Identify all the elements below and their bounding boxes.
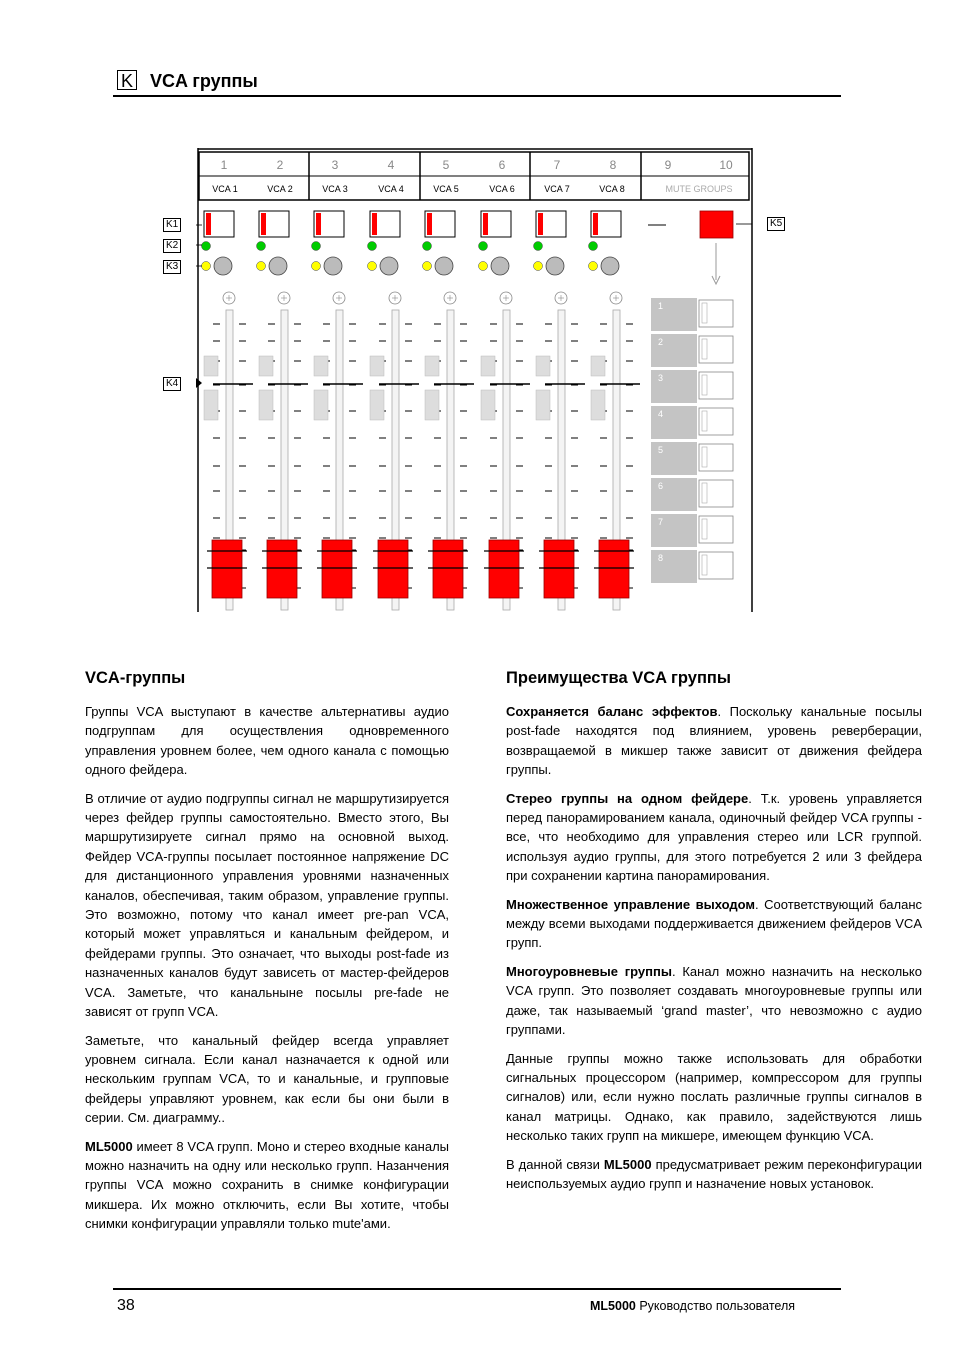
yellow-led-3 [312,262,321,271]
term-stereo-groups: Стерео группы на одном фейдере [506,790,749,806]
header-rule [113,95,841,97]
left-paragraph-1: Группы VCA выступают в качестве альтернативы аудио подгруппам для осуществления одновременного управления уровнем более, чем одного канала с помощью одного фейдера. [85,704,449,778]
right-paragraph-3 [506,895,922,953]
right-paragraph-6 [506,1155,922,1194]
callout-k1: K1 [163,218,181,232]
mute-groups-master-button [700,211,733,238]
solo-knob-5 [435,257,453,275]
page-number: 38 [117,1297,135,1314]
right-paragraph-2-text: . Т.к. уровень управляется перед панорамированием канала, одиночный фейдер VCA группы - все, что необходимо для управления стерео или LCR группой. используя аудио группы, для этого потребуется 2 или 3 фейдера при сохранении картина панорамирования. [506,790,923,884]
left-paragraph-4-text: имеет 8 VCA групп. Моно и стерео входные каналы можно назначить на одну или несколько групп. Назанчения группы VCA можно сохранить в снимке конфигурации микшера. Их можно отключить, если Вы хотите, чтобы снимки конфигурации управляли только mute'ами. [85,1138,449,1232]
meter-lower-7 [536,390,550,420]
mute-number-7: 7 [658,517,664,527]
footer-manual: Руководство пользователя [635,1299,796,1313]
mute-group-led-5 [702,447,707,467]
green-led-3 [312,242,321,251]
vca-label-4: VCA 4 [378,184,404,194]
right-paragraph-1 [506,702,922,780]
brand-name-2: ML5000 [603,1156,652,1172]
yellow-led-7 [534,262,543,271]
right-heading: Преимущества VCA группы [506,669,731,687]
mute-groups-label: MUTE GROUPS [665,184,733,194]
green-led-2 [257,242,266,251]
vca-label-1: VCA 1 [212,184,238,194]
group-number-5: 5 [442,158,450,172]
meter-upper-1 [204,356,218,376]
green-led-1 [202,242,211,251]
mute-number-8: 8 [658,553,664,563]
green-led-4 [368,242,377,251]
callout-k4-arrow [196,378,202,388]
footer-title [590,1299,795,1313]
mute-indicator-6 [483,213,488,235]
right-paragraph-4-text: . Канал можно назначить на несколько VCA групп. Это позволяет создавать многоуровневые группы или даже, так называемый ‘grand master’, что невозможно с аудио группами. [506,963,922,1038]
mute-number-5: 5 [658,445,664,455]
mute-group-led-2 [702,339,707,359]
solo-knob-6 [491,257,509,275]
mute-indicator-8 [593,213,598,235]
callout-k2: K2 [163,239,181,253]
right-paragraph-1-text: . Поскольку канальные посылы post-fade находятся под влиянием, уровень реверберации, возвращаемой в микшер также зависит от движения фейдера группы. [506,704,922,778]
group-number-7: 7 [553,158,561,172]
right-paragraph-3-text: . Соответствующий баланс между всеми выходами поддерживается движением фейдеров VCA групп. [506,896,922,951]
left-paragraph-3: Заметьте, что канальный фейдер всегда управляет уровнем сигнала. Если канал назначается к одной или нескольким группам VCA, то и канальные, и групповые фейдеры управляют уровнем, как если бы они были в серии. См. диаграмму.. [85,1032,449,1126]
fader-knob-8 [599,540,629,598]
mute-indicator-1 [206,213,211,235]
group-number-10: 10 [719,158,733,172]
group-number-2: 2 [276,158,284,172]
mute-number-2: 2 [658,337,664,347]
callout-k5: K5 [767,217,785,231]
callout-k3: K3 [163,260,181,274]
fader-knob-4 [378,540,408,598]
mute-indicator-4 [372,213,377,235]
mute-number-4: 4 [658,409,664,419]
vca-label-8: VCA 8 [599,184,625,194]
mute-number-6: 6 [658,481,664,491]
meter-upper-3 [314,356,328,376]
vca-label-7: VCA 7 [544,184,570,194]
mute-group-led-8 [702,555,707,575]
meter-upper-7 [536,356,550,376]
section-title: VCA группы [150,71,258,91]
fader-knob-1 [212,540,242,598]
group-number-8: 8 [609,158,617,172]
meter-lower-4 [370,390,384,420]
yellow-led-6 [479,262,488,271]
solo-knob-3 [324,257,342,275]
solo-knob-7 [546,257,564,275]
meter-upper-2 [259,356,273,376]
green-led-5 [423,242,432,251]
group-number-9: 9 [664,158,672,172]
green-led-6 [479,242,488,251]
solo-knob-2 [269,257,287,275]
left-column [85,668,449,1243]
fader-knob-6 [489,540,519,598]
term-multiple-outputs: Множественное управление выходом [506,896,756,912]
yellow-led-1 [202,262,211,271]
mute-indicator-2 [261,213,266,235]
meter-lower-2 [259,390,273,420]
section-letter-box: K [117,70,137,90]
solo-knob-8 [601,257,619,275]
group-number-3: 3 [331,158,339,172]
mute-number-1: 1 [658,301,664,311]
right-paragraph-2 [506,789,922,886]
fader-knob-7 [544,540,574,598]
green-led-7 [534,242,543,251]
vca-label-6: VCA 6 [489,184,515,194]
right-paragraph-4 [506,962,922,1040]
yellow-led-4 [368,262,377,271]
meter-upper-5 [425,356,439,376]
mute-number-3: 3 [658,373,664,383]
term-effects-balance: Сохраняется баланс эффектов [506,704,718,719]
meter-lower-8 [591,390,605,420]
vca-console-diagram [166,148,783,614]
vca-label-5: VCA 5 [433,184,459,194]
mute-group-led-6 [702,483,707,503]
mute-indicator-5 [427,213,432,235]
brand-name: ML5000 [85,1138,133,1154]
yellow-led-8 [589,262,598,271]
yellow-led-2 [257,262,266,271]
yellow-led-5 [423,262,432,271]
right-paragraph-6-start: В данной связи [506,1156,604,1172]
mute-indicator-3 [316,213,321,235]
meter-lower-1 [204,390,218,420]
diagram-graphics [196,148,754,614]
fader-knob-5 [433,540,463,598]
solo-knob-4 [380,257,398,275]
meter-lower-6 [481,390,495,420]
meter-lower-3 [314,390,328,420]
term-multilevel-groups: Многоуровневые группы [506,963,672,979]
left-paragraph-2: В отличие от аудио подгруппы сигнал не маршрутизируется через фейдер группы самостоятельно. Вместо этого, Вы маршрутизируете сигнал прямо на основной выход. Фейдер VCA-группы посылает постоянное напряжение DC для дистанционного управления уровнями назначенных каналов, обеспечивая, таким образом, управление группы. Это возможно, потому что канал имеет pre-pan VCA, который может управляться и канальным фейдером, и фейдерами группы. Это означает, что выходы post-fade из назначенных каналов будут зависеть от мастер-фейдеров VCA. Заметьте, что канальныне посылы pre-fade не зависят от групп VCA. [85,790,449,1020]
mute-group-led-1 [702,303,707,323]
fader-knob-2 [267,540,297,598]
fader-knob-3 [322,540,352,598]
callout-k4: K4 [163,377,181,391]
meter-upper-4 [370,356,384,376]
right-paragraph-6-text: предусматривает режим переконфигурации неиспользуемых аудио групп и назначение новых установок. [506,1156,922,1191]
footer-brand: ML5000 [590,1299,636,1313]
left-heading: VCA-группы [85,669,186,687]
mute-group-led-7 [702,519,707,539]
mute-group-led-3 [702,375,707,395]
right-paragraph-5: Данные группы можно также использовать для обработки сигнальных процессором (например, компрессором для группы сигналов) или, если нужно послать различные группы сигналов в канал матрицы. Однако, как правило, задействуются лишь несколько таких групп на микшере, имеющем функцию VCA. [506,1050,922,1144]
group-number-4: 4 [387,158,395,172]
group-number-6: 6 [498,158,506,172]
mute-group-led-4 [702,411,707,431]
footer-rule [113,1288,841,1290]
meter-upper-8 [591,356,605,376]
left-paragraph-4 [85,1137,449,1234]
green-led-8 [589,242,598,251]
group-number-1: 1 [220,158,228,172]
meter-upper-6 [481,356,495,376]
vca-label-3: VCA 3 [322,184,348,194]
meter-lower-5 [425,390,439,420]
right-column [506,668,922,1202]
solo-knob-1 [214,257,232,275]
vca-label-2: VCA 2 [267,184,293,194]
mute-indicator-7 [538,213,543,235]
